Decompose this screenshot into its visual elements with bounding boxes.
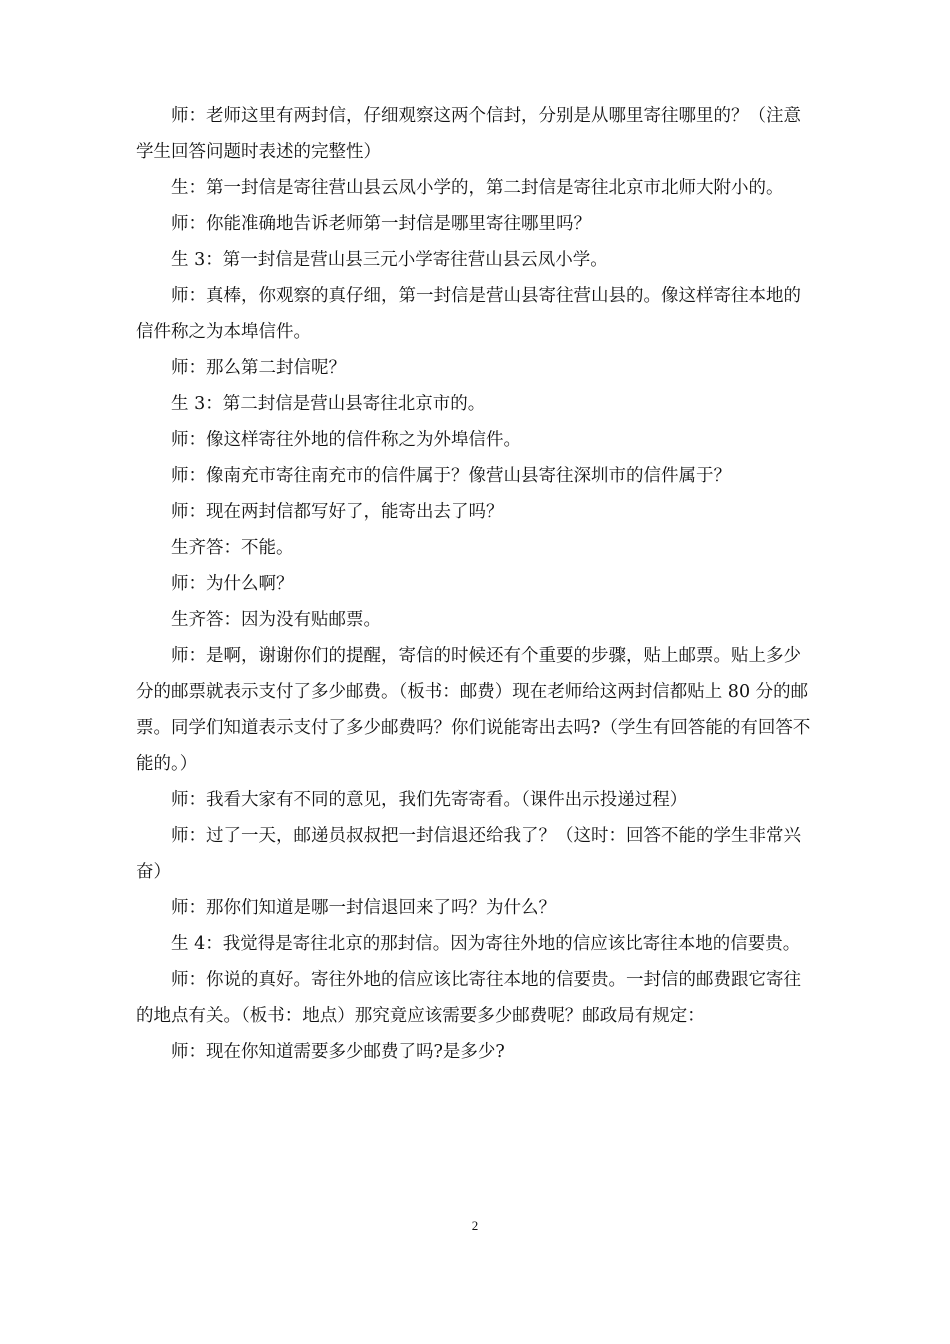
paragraph: 师：是啊，谢谢你们的提醒，寄信的时候还有个重要的步骤，贴上邮票。贴上多少分的邮票就表示支付了多少邮费。（板书：邮费）现在老师给这两封信都贴上 80 分的邮票。同学们知道表示支付了多少邮费吗？你们说能寄出去吗?（学生有回答能的有回答不能的。） <box>136 646 811 774</box>
document-body <box>136 98 816 1070</box>
paragraph: 生 3：第二封信是营山县寄往北京市的。 <box>171 394 486 414</box>
paragraph: 师：你能准确地告诉老师第一封信是哪里寄往哪里吗？ <box>171 214 591 234</box>
paragraph: 师：现在两封信都写好了，能寄出去了吗？ <box>171 502 504 522</box>
paragraph: 师：你说的真好。寄往外地的信应该比寄往本地的信要贵。一封信的邮费跟它寄往的地点有关。（板书：地点）那究竟应该需要多少邮费呢？邮政局有规定： <box>136 970 801 1026</box>
paragraph: 师：像南充市寄往南充市的信件属于？像营山县寄往深圳市的信件属于？ <box>171 466 731 486</box>
paragraph: 师：那么第二封信呢？ <box>171 358 346 378</box>
paragraph: 师：那你们知道是哪一封信退回来了吗？为什么？ <box>171 898 556 918</box>
paragraph: 生 4：我觉得是寄往北京的那封信。因为寄往外地的信应该比寄往本地的信要贵。 <box>171 934 801 954</box>
paragraph: 生 3：第一封信是营山县三元小学寄往营山县云凤小学。 <box>171 250 608 270</box>
paragraph: 师：为什么啊？ <box>171 574 294 594</box>
paragraph: 师：过了一天，邮递员叔叔把一封信退还给我了？（这时：回答不能的学生非常兴奋） <box>136 826 801 882</box>
paragraph: 生齐答：因为没有贴邮票。 <box>171 610 381 630</box>
paragraph: 师：像这样寄往外地的信件称之为外埠信件。 <box>171 430 521 450</box>
paragraph: 师：老师这里有两封信，仔细观察这两个信封，分别是从哪里寄往哪里的？（注意学生回答问题时表述的完整性） <box>136 106 801 162</box>
page-number: 2 <box>471 1218 479 1233</box>
paragraph: 师：我看大家有不同的意见，我们先寄寄看。（课件出示投递过程） <box>171 790 688 810</box>
paragraph: 师：真棒，你观察的真仔细，第一封信是营山县寄往营山县的。像这样寄往本地的信件称之为本埠信件。 <box>136 286 801 342</box>
paragraph: 生齐答：不能。 <box>171 538 294 558</box>
paragraph: 生：第一封信是寄往营山县云凤小学的，第二封信是寄往北京市北师大附小的。 <box>171 178 784 198</box>
paragraph: 师：现在你知道需要多少邮费了吗?是多少? <box>171 1042 505 1062</box>
